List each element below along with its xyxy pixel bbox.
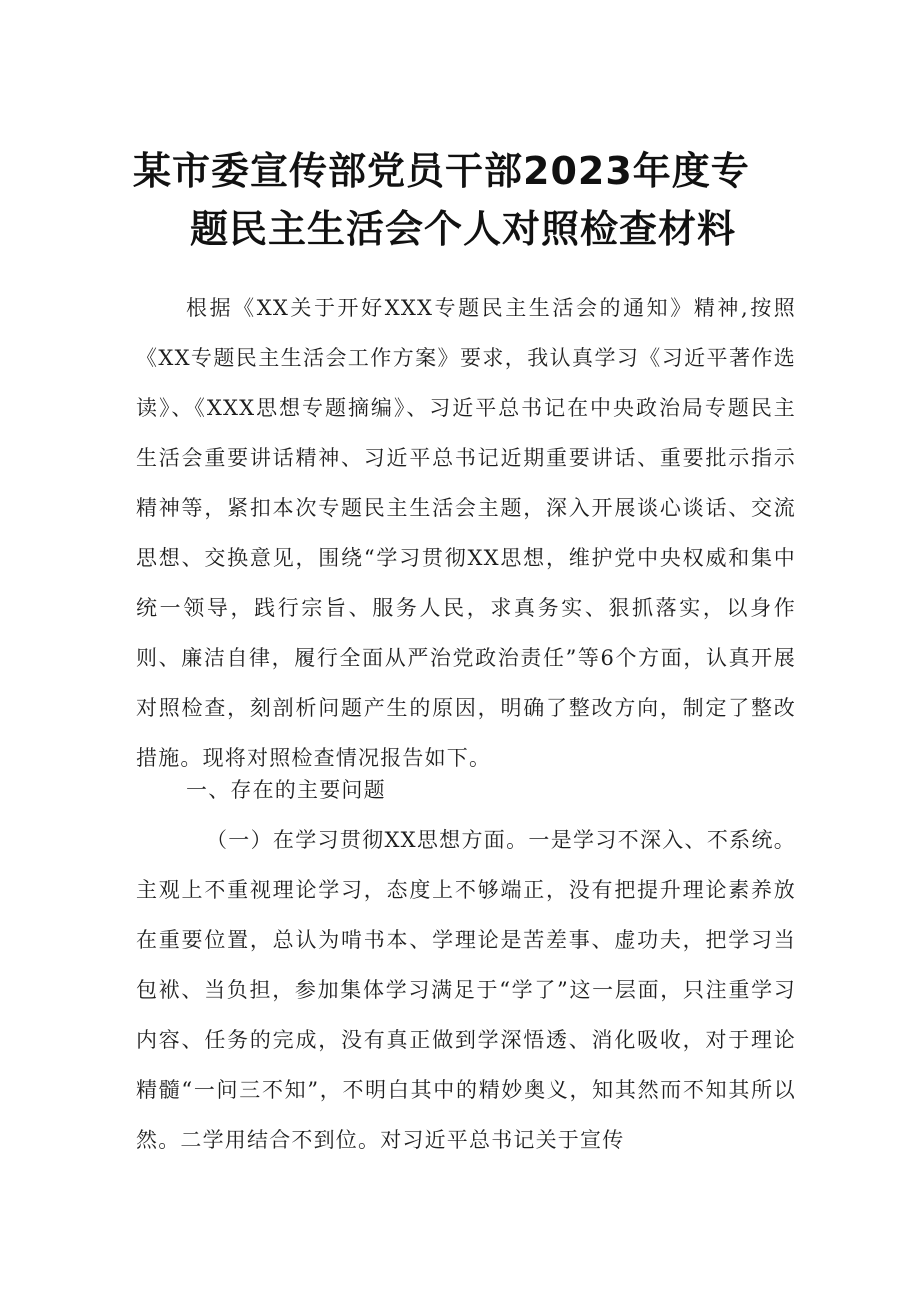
intro-paragraph: 根据《XX关于开好XXX专题民主生活会的通知》精神,按照《XX专题民主生活会工作方案》要求，我认真学习《习近平著作选读》、《XXX思想专题摘编》、习近平总书记在中央政治局专题民主生活会重要讲话精神、习近平总书记近期重要讲话、重要批示指示精神等，紧扣本次专题民主生活会主题，深入开展谈心谈话、交流思想、交换意见，围绕“学习贯彻XX思想，维护党中央权威和集中统一领导，践行宗旨、服务人民，求真务实、狠抓落实，以身作则、廉洁自律，履行全面从严治党政治责任”等6个方面，认真开展对照检查，刻剖析问题产生的原因，明确了整改方向，制定了整改措施。现将对照检查情况报告如下。 (136, 296, 796, 770)
document-title-line-2: 题民主生活会个人对照检查材料 (190, 207, 737, 251)
section-heading: 一、存在的主要问题 (186, 778, 386, 802)
body-paragraph: （一）在学习贯彻XX思想方面。一是学习不深入、不系统。主观上不重视理论学习，态度上不够端正，没有把提升理论素养放在重要位置，总认为啃书本、学理论是苦差事、虚功夫，把学习当包袱、当负担，参加集体学习满足于“学了”这一层面，只注重学习内容、任务的完成，没有真正做到学深悟透、消化吸收，对于理论精髓“一问三不知”，不明白其中的精妙奥义，知其然而不知其所以然。二学用结合不到位。对习近平总书记关于宣传 (136, 828, 796, 1152)
document-title-line-1: 某市委宣传部党员干部2023年度专 (133, 149, 750, 193)
